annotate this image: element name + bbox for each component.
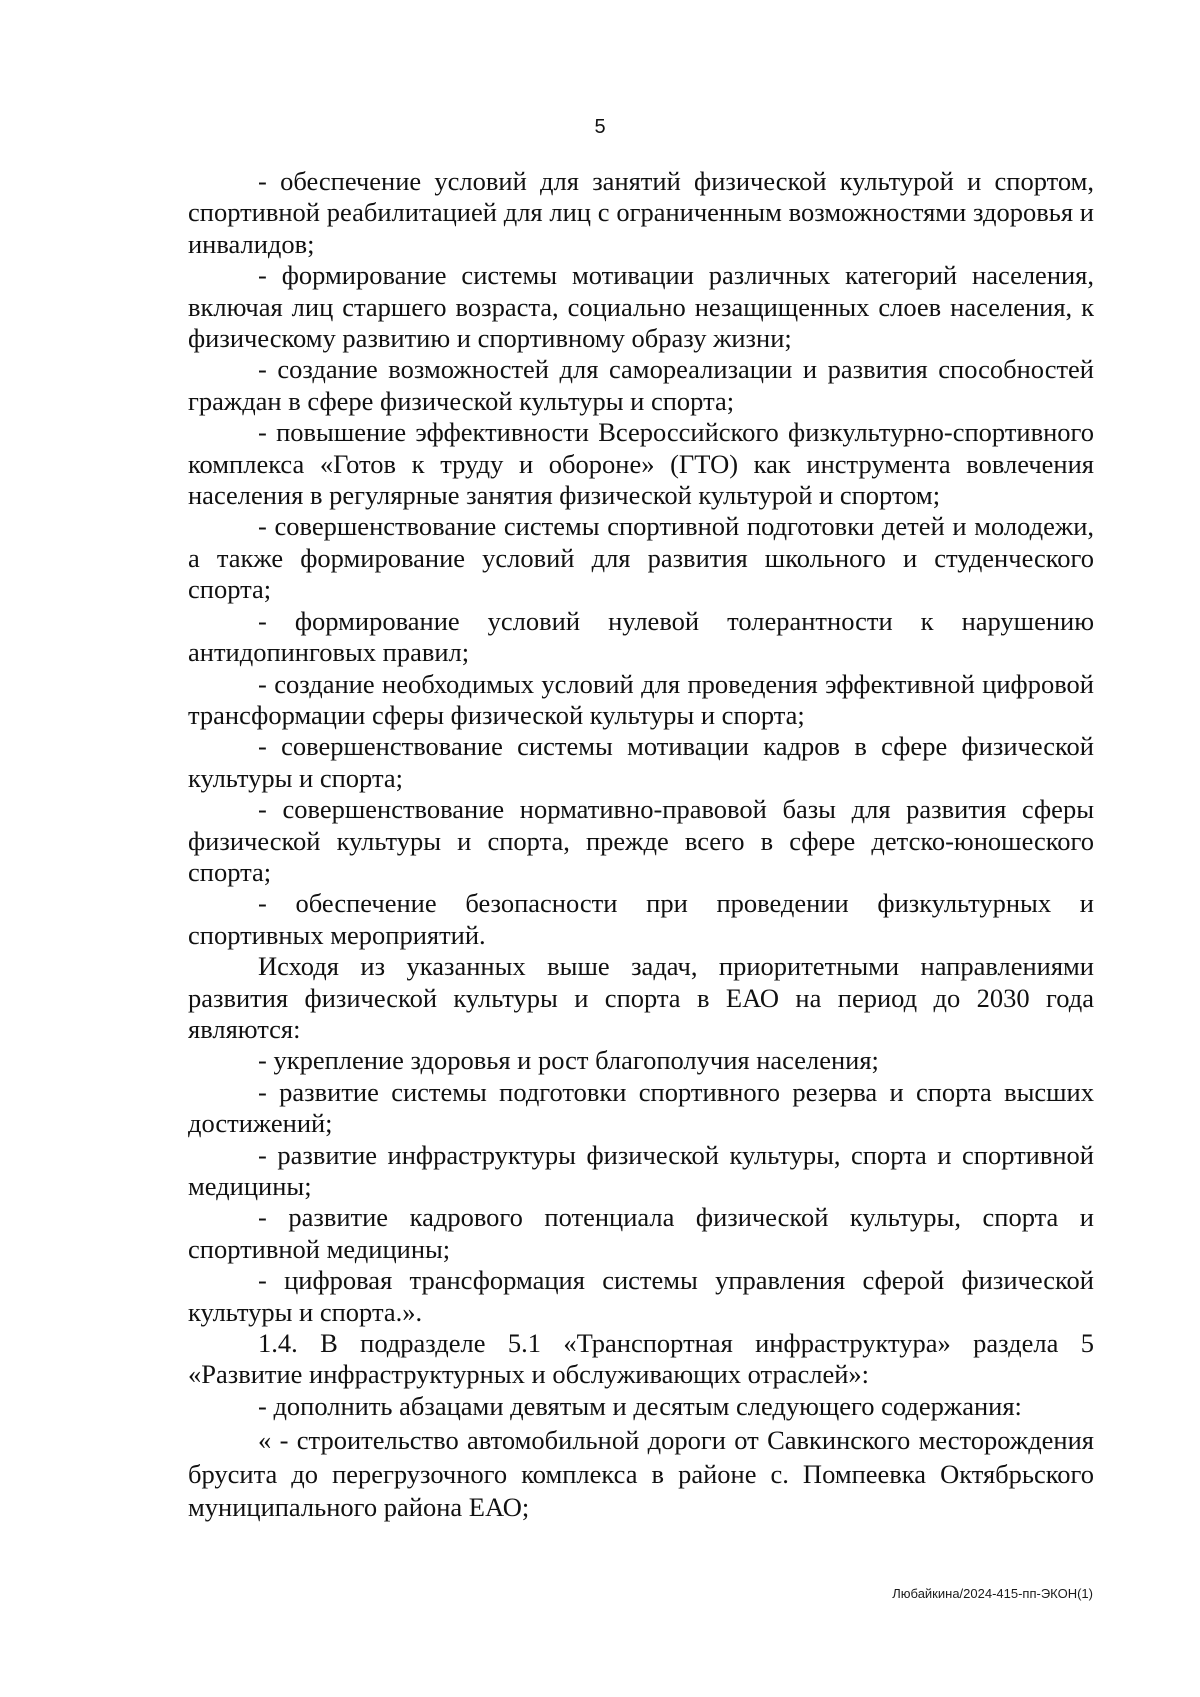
paragraph-16: - цифровая трансформация системы управления сферой физической культуры и спорта.».	[188, 1265, 1094, 1327]
paragraph-13: - развитие системы подготовки спортивного резерва и спорта высших достижений;	[188, 1076, 1094, 1139]
paragraph-12: - укрепление здоровья и рост благополучия населения;	[258, 1045, 879, 1076]
paragraph-7: - создание необходимых условий для проведения эффективной цифровой трансформации сферы физической культуры и спорта;	[188, 668, 1094, 730]
paragraph-2: - формирование системы мотивации различных категорий населения, включая лиц старшего возраста, социально незащищенных слоев населения, к физическому развитию и спортивному образу жизни;	[188, 260, 1094, 354]
document-body	[188, 166, 1094, 1525]
document-code: Любайкина/2024-415-пп-ЭКОН(1)	[892, 1586, 1093, 1601]
paragraph-19: « - строительство автомобильной дороги от Савкинского месторождения брусита до перегрузочного комплекса в районе с. Помпеевка Октябрьского муниципального района ЕАО;	[188, 1425, 1094, 1523]
paragraph-1: - обеспечение условий для занятий физической культурой и спортом, спортивной реабилитацией для лиц с ограниченным возможностями здоровья и инвалидов;	[188, 166, 1094, 259]
paragraph-17: 1.4. В подразделе 5.1 «Транспортная инфраструктура» раздела 5 «Развитие инфраструктурных и обслуживающих отраслей»:	[188, 1328, 1094, 1390]
paragraph-5: - совершенствование системы спортивной подготовки детей и молодежи, а также формирование условий для развития школьного и студенческого спорта;	[188, 511, 1094, 605]
paragraph-15: - развитие кадрового потенциала физической культуры, спорта и спортивной медицины;	[188, 1202, 1094, 1264]
paragraph-6: - формирование условий нулевой толерантности к нарушению антидопинговых правил;	[188, 605, 1094, 668]
paragraph-3: - создание возможностей для самореализации и развития способностей граждан в сфере физической культуры и спорта;	[188, 354, 1094, 416]
paragraph-10: - обеспечение безопасности при проведении физкультурных и спортивных мероприятий.	[188, 888, 1094, 950]
page-number: 5	[594, 116, 606, 138]
paragraph-8: - совершенствование системы мотивации кадров в сфере физической культуры и спорта;	[188, 731, 1094, 793]
paragraph-11: Исходя из указанных выше задач, приоритетными направлениями развития физической культуры и спорта в ЕАО на период до 2030 года являются:	[188, 951, 1094, 1044]
paragraph-4: - повышение эффективности Всероссийского физкультурно-спортивного комплекса «Готов к труду и обороне» (ГТО) как инструмента вовлечения населения в регулярные занятия физической культурой и спортом;	[188, 417, 1094, 511]
paragraph-14: - развитие инфраструктуры физической культуры, спорта и спортивной медицины;	[188, 1139, 1094, 1201]
paragraph-9: - совершенствование нормативно-правовой базы для развития сферы физической культуры и спорта, прежде всего в сфере детско-юношеского спорта;	[188, 794, 1094, 887]
paragraph-18: - дополнить абзацами девятым и десятым следующего содержания:	[258, 1390, 1022, 1421]
